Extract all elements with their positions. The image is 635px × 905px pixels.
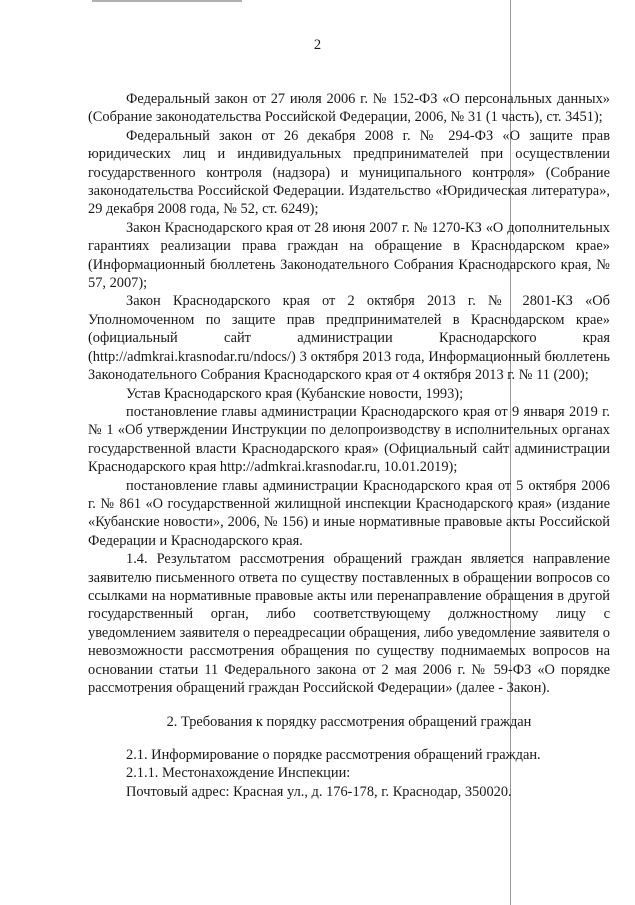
paragraph-2-1: 2.1. Информирование о порядке рассмотрения обращений граждан. [126, 746, 541, 763]
section-heading: 2. Требования к порядку рассмотрения обращений граждан [166, 714, 532, 731]
paragraph-law-152: Федеральный закон от 27 июля 2006 г. № 152-ФЗ «О персональных данных» (Собрание законодательства Российской Федерации, 2006, № 31 (1 часть), ст. 3451); [88, 91, 610, 126]
paragraph-1-4: 1.4. Результатом рассмотрения обращений граждан является направление заявителю письменного ответа по существу поставленных в обращении вопросов со ссылками на нормативные правовые акты или перенаправление обращения в другой государственный орган, либо соответствующему должностному лицу с уведомлением заявителя о переадресации обращения, либо уведомление заявителя о невозможности рассмотрения обращения по существу поднимаемых вопросов на основании статьи 11 Федерального закона от 2 мая 2006 г. № 59-ФЗ «О порядке рассмотрения обращений граждан Российской Федерации» (далее - Закон). [88, 551, 610, 696]
paragraph-law-1270: Закон Краснодарского края от 28 июня 2007 г. № 1270-КЗ «О дополнительных гарантиях реализации права граждан на обращение в Краснодарском крае» (Информационный бюллетень Законодательного Собрания Краснодарского края, № 57, 2007); [88, 219, 610, 292]
paragraph-decree-861: постановление главы администрации Краснодарского края от 5 октября 2006 г. № 861 «О государственной жилищной инспекции Краснодарского края» (издание «Кубанские новости», 2006, № 156) и иные нормативные правовые акты Российской Федерации и Краснодарского края. [88, 477, 610, 549]
paragraph-2-1-1: 2.1.1. Местонахождение Инспекции: [126, 765, 351, 782]
document-body [88, 90, 610, 801]
paragraph-postal-address: Почтовый адрес: Красная ул., д. 176-178, г. Краснодар, 350020. [126, 783, 512, 800]
paragraph-charter: Устав Краснодарского края (Кубанские новости, 1993); [126, 385, 464, 402]
scan-artifact-top [92, 0, 242, 2]
paragraph-law-2801: Закон Краснодарского края от 2 октября 2013 г. № 2801-КЗ «Об Уполномоченном по защите прав предпринимателей в Краснодарском крае» (официальный сайт администрации Краснодарского края (http://admkrai.krasnodar.ru/ndocs/) 3 октября 2013 года, Информационный бюллетень Законодательного Собрания Краснодарского края от 4 октября 2013 г. № 11 (200); [88, 293, 610, 384]
paragraph-law-294: Федеральный закон от 26 декабря 2008 г. № 294-ФЗ «О защите прав юридических лиц и индивидуальных предпринимателей при осуществлении государственного контроля (надзора) и муниципального контроля» (Собрание законодательства Российской Федерации. Издательство «Юридическая литература», 29 декабря 2008 года, № 52, ст. 6249); [88, 127, 610, 218]
paragraph-decree-1: постановление главы администрации Краснодарского края от 9 января 2019 г. № 1 «Об утверждении Инструкции по делопроизводству в исполнительных органах государственной власти Краснодарского края» (Официальный сайт администрации Краснодарского края http://admkrai.krasnodar.ru, 10.01.2019); [88, 403, 610, 476]
page-number: 2 [313, 37, 322, 53]
